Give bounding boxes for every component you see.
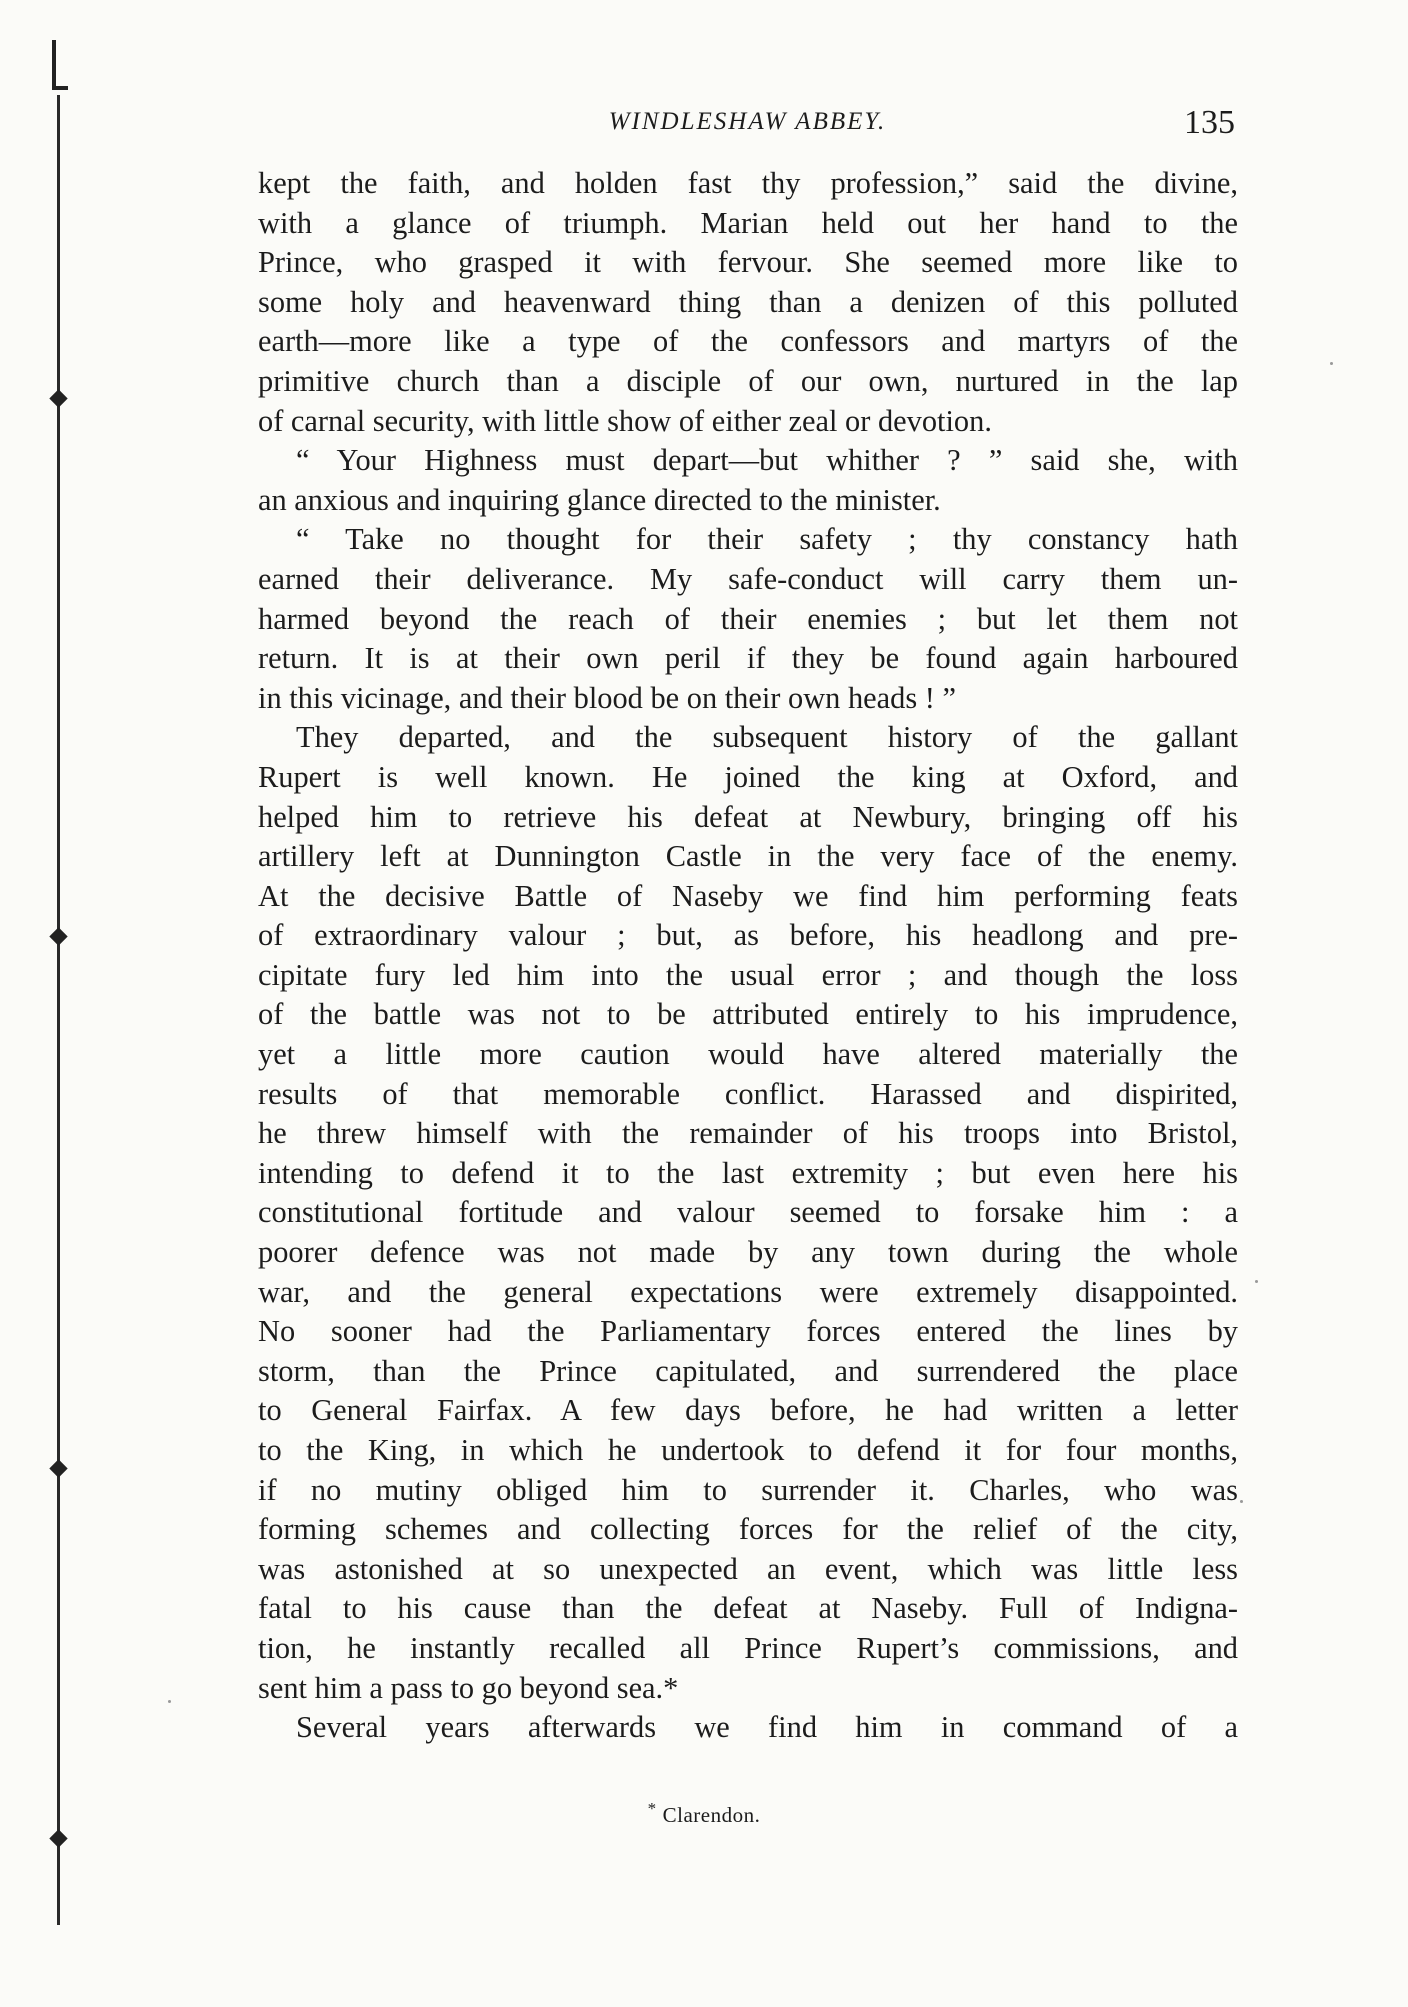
text-line: poorer defence was not made by any town during the whole <box>258 1235 1238 1270</box>
text-line: primitive church than a disciple of our own, nurtured in the lap <box>258 363 1238 398</box>
text-line: Prince, who grasped it with fervour. She seemed more like to <box>258 245 1238 280</box>
footnote-text: Clarendon. <box>662 1803 761 1827</box>
text-line: No sooner had the Parliamentary forces entered the lines by <box>258 1314 1238 1349</box>
text-line: constitutional fortitude and valour seemed to forsake him : a <box>258 1195 1238 1230</box>
binding-stitch-mark <box>49 1459 67 1477</box>
body-text <box>258 164 1238 1748</box>
text-line: harmed beyond the reach of their enemies ; but let them not <box>258 601 1238 636</box>
text-line: of the battle was not to be attributed entirely to his imprudence, <box>258 997 1238 1032</box>
text-line: helped him to retrieve his defeat at Newbury, bringing off his <box>258 799 1238 834</box>
text-line: earth—more like a type of the confessors and martyrs of the <box>258 324 1238 359</box>
text-line: was astonished at so unexpected an event, which was little less <box>258 1551 1238 1586</box>
text-line: an anxious and inquiring glance directed to the minister. <box>258 482 941 517</box>
text-line: forming schemes and collecting forces for the relief of the city, <box>258 1512 1238 1547</box>
text-line: war, and the general expectations were extremely disappointed. <box>258 1274 1238 1309</box>
text-line: “ Take no thought for their safety ; thy constancy hath <box>296 522 1238 557</box>
running-title: WINDLESHAW ABBEY. <box>608 108 887 135</box>
binding-stitch-mark <box>49 389 67 407</box>
text-line: with a glance of triumph. Marian held out her hand to the <box>258 205 1238 240</box>
text-line: yet a little more caution would have altered materially the <box>258 1037 1238 1072</box>
text-line: some holy and heavenward thing than a denizen of this polluted <box>258 284 1238 319</box>
text-line: At the decisive Battle of Naseby we find him performing feats <box>258 878 1238 913</box>
binding-edge <box>57 95 60 1925</box>
text-line: kept the faith, and holden fast thy profession,” said the divine, <box>258 166 1238 200</box>
text-line: Several years afterwards we find him in command of a <box>296 1710 1238 1745</box>
text-line: They departed, and the subsequent history of the gallant <box>296 720 1238 755</box>
text-line: fatal to his cause than the defeat at Naseby. Full of Indigna- <box>258 1591 1238 1626</box>
text-line: tion, he instantly recalled all Prince Rupert’s commissions, and <box>258 1630 1238 1665</box>
text-line: sent him a pass to go beyond sea.* <box>258 1670 679 1705</box>
text-line: artillery left at Dunnington Castle in the very face of the enemy. <box>258 839 1238 874</box>
text-line: to the King, in which he undertook to defend it for four months, <box>258 1433 1238 1467</box>
text-line: “ Your Highness must depart—but whither ? ” said she, with <box>296 443 1238 478</box>
text-line: return. It is at their own peril if they be found again harboured <box>258 641 1238 676</box>
text-line: he threw himself with the remainder of his troops into Bristol, <box>258 1116 1238 1151</box>
paper-speck <box>1255 1280 1258 1283</box>
text-line: storm, than the Prince capitulated, and surrendered the place <box>258 1353 1238 1388</box>
binding-stitch-mark <box>49 927 67 945</box>
paper-speck <box>1330 362 1333 365</box>
binding-stitch-mark <box>49 1829 67 1847</box>
paper-speck <box>168 1700 171 1703</box>
paper-speck <box>1240 1500 1243 1503</box>
text-line: of carnal security, with little show of either zeal or devotion. <box>258 403 992 438</box>
page-header <box>260 104 1235 144</box>
page-number: 135 <box>1184 104 1235 141</box>
text-line: if no mutiny obliged him to surrender it. Charles, who was <box>258 1472 1238 1507</box>
text-line: of extraordinary valour ; but, as before, his headlong and pre- <box>258 918 1238 953</box>
footnote-marker: * <box>647 1799 657 1818</box>
text-line: intending to defend it to the last extremity ; but even here his <box>258 1155 1238 1190</box>
text-line: results of that memorable conflict. Harassed and dispirited, <box>258 1076 1238 1111</box>
text-line: earned their deliverance. My safe-conduct will carry them un- <box>258 561 1238 596</box>
binding-top-mark <box>52 40 56 90</box>
text-line: cipitate fury led him into the usual error ; and though the loss <box>258 957 1238 992</box>
text-line: Rupert is well known. He joined the king at Oxford, and <box>258 759 1238 794</box>
text-line: in this vicinage, and their blood be on their own heads ! ” <box>258 680 956 715</box>
footnote <box>0 1799 1408 1828</box>
text-line: to General Fairfax. A few days before, he had written a letter <box>258 1393 1238 1428</box>
